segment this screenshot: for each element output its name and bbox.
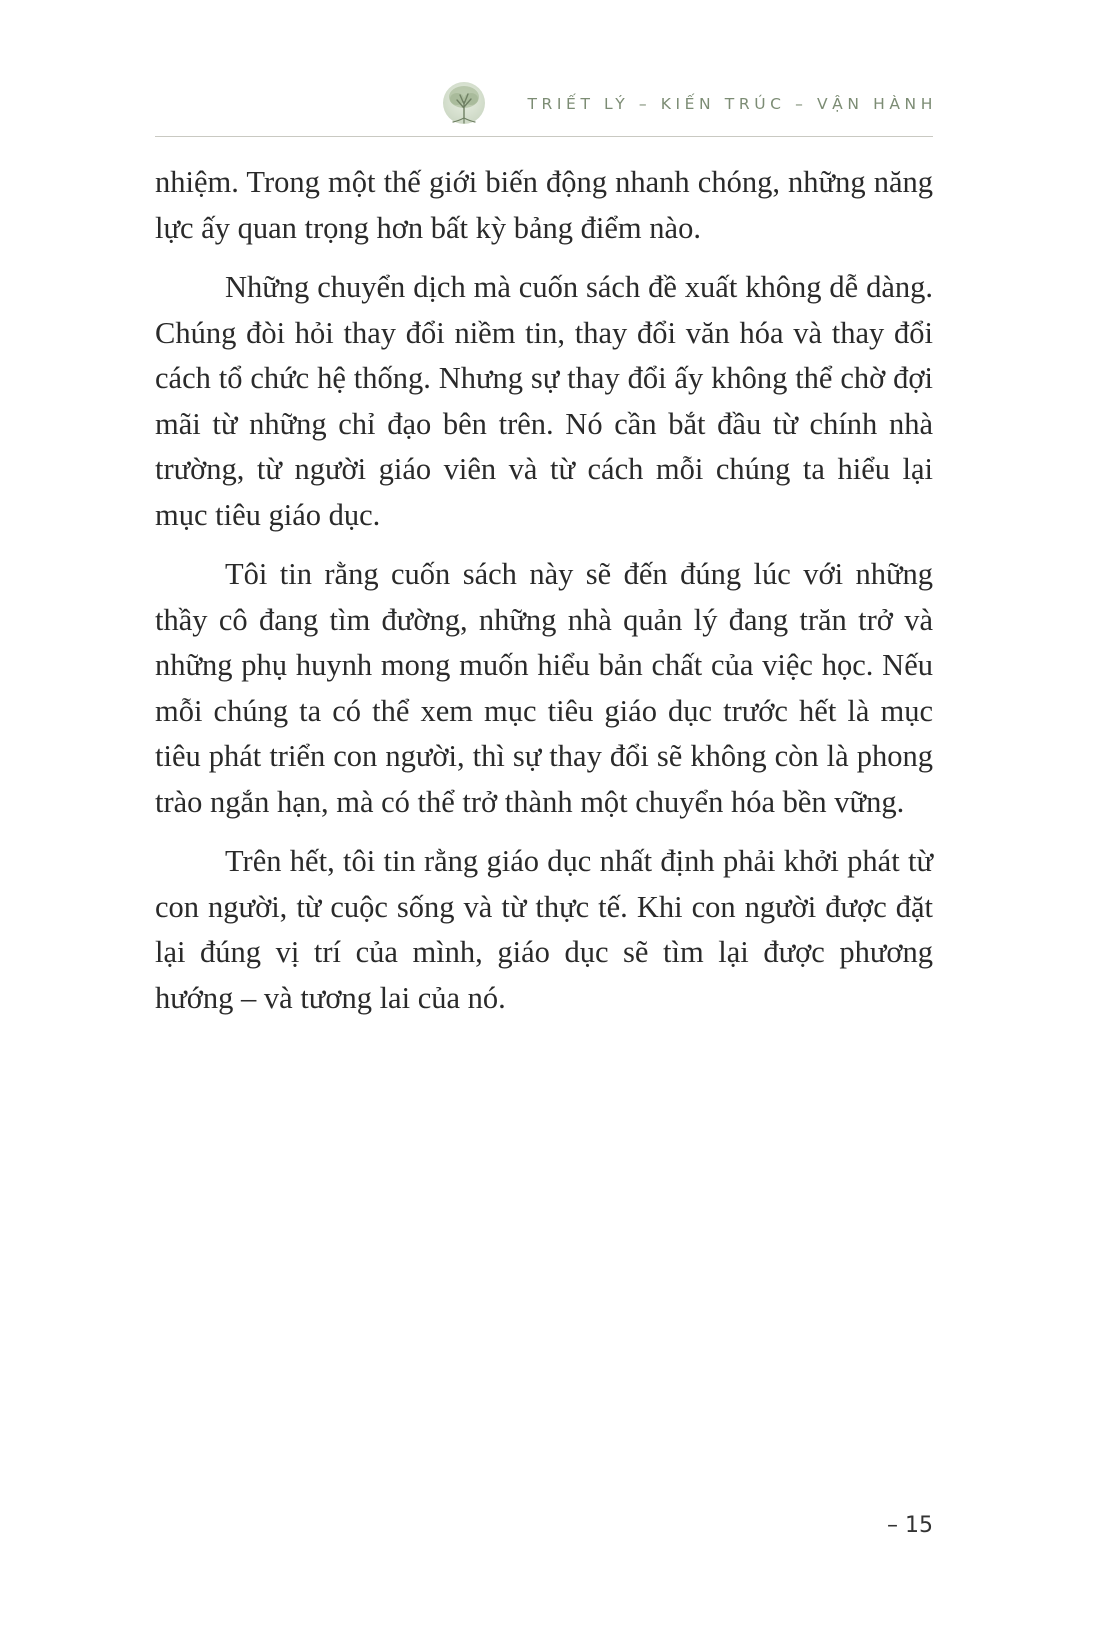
- paragraph-3: Tôi tin rằng cuốn sách này sẽ đến đúng lúc với những thầy cô đang tìm đường, những nhà quản lý đang trăn trở và những phụ huynh mong muốn hiểu bản chất của việc học. Nếu mỗi chúng ta có thể xem mục tiêu giáo dục trước hết là mục tiêu phát triển con người, thì sự thay đổi sẽ không còn là phong trào ngắn hạn, mà có thể trở thành một chuyển hóa bền vững.: [155, 557, 933, 819]
- paragraph-1: nhiệm. Trong một thế giới biến động nhanh chóng, những năng lực ấy quan trọng hơn bất kỳ bảng điểm nào.: [155, 165, 933, 245]
- paragraph-4: Trên hết, tôi tin rằng giáo dục nhất định phải khởi phát từ con người, từ cuộc sống và từ thực tế. Khi con người được đặt lại đúng vị trí của mình, giáo dục sẽ tìm lại được phương hướng – và tương lai của nó.: [155, 844, 933, 1015]
- paragraph-2: Những chuyển dịch mà cuốn sách đề xuất không dễ dàng. Chúng đòi hỏi thay đổi niềm tin, thay đổi văn hóa và thay đổi cách tổ chức hệ thống. Nhưng sự thay đổi ấy không thể chờ đợi mãi từ những chỉ đạo bên trên. Nó cần bắt đầu từ chính nhà trường, từ người giáo viên và từ cách mỗi chúng ta hiểu lại mục tiêu giáo dục.: [155, 270, 933, 532]
- page-body: [155, 160, 933, 1035]
- tree-icon: [441, 80, 487, 126]
- page-number: – 15: [887, 1513, 933, 1538]
- header-title: TRIẾT LÝ – KIẾN TRÚC – VẬN HÀNH: [527, 95, 937, 113]
- running-header: [155, 78, 937, 137]
